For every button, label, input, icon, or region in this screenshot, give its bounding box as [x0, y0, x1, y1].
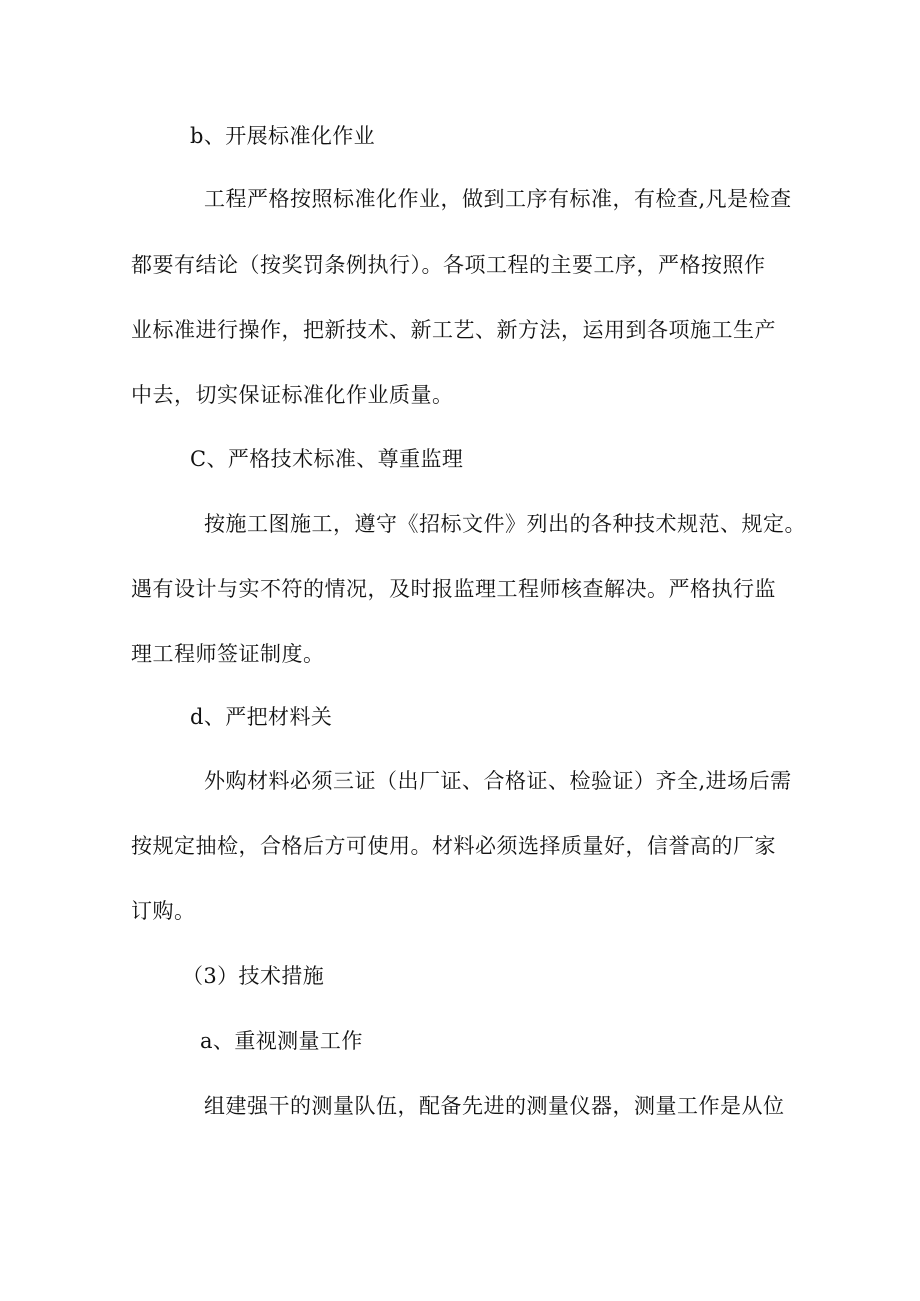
paragraph-line: 都要有结论（按奖罚条例执行）。各项工程的主要工序，严格按照作	[131, 253, 766, 277]
paragraph-line: 按施工图施工，遵守《招标文件》列出的各种技术规范、规定。	[204, 512, 806, 536]
paragraph-line: 按规定抽检，合格后方可使用。材料必须选择质量好，信誉高的厂家	[131, 834, 776, 858]
heading-a-survey-work: a、重视测量工作	[200, 1029, 363, 1053]
paragraph-line: 订购。	[131, 899, 196, 923]
heading-d-materials: d、严把材料关	[190, 705, 333, 729]
paragraph-line: 中去，切实保证标准化作业质量。	[131, 383, 454, 407]
paragraph-line: 工程严格按照标准化作业，做到工序有标准，有检查,凡是检查	[204, 187, 792, 211]
paragraph-line: 业标准进行操作，把新技术、新工艺、新方法，运用到各项施工生产	[131, 318, 776, 342]
heading-c-technical-standards: C、严格技术标准、尊重监理	[190, 447, 464, 471]
heading-b-standardized-work: b、开展标准化作业	[190, 124, 376, 148]
paragraph-line: 组建强干的测量队伍，配备先进的测量仪器，测量工作是从位	[204, 1094, 785, 1118]
paragraph-line: 遇有设计与实不符的情况，及时报监理工程师核查解决。严格执行监	[131, 577, 776, 601]
paragraph-line: 外购材料必须三证（出厂证、合格证、检验证）齐全,进场后需	[204, 769, 792, 793]
paragraph-line: 理工程师签证制度。	[131, 642, 325, 666]
heading-3-technical-measures: （3）技术措施	[182, 964, 325, 988]
